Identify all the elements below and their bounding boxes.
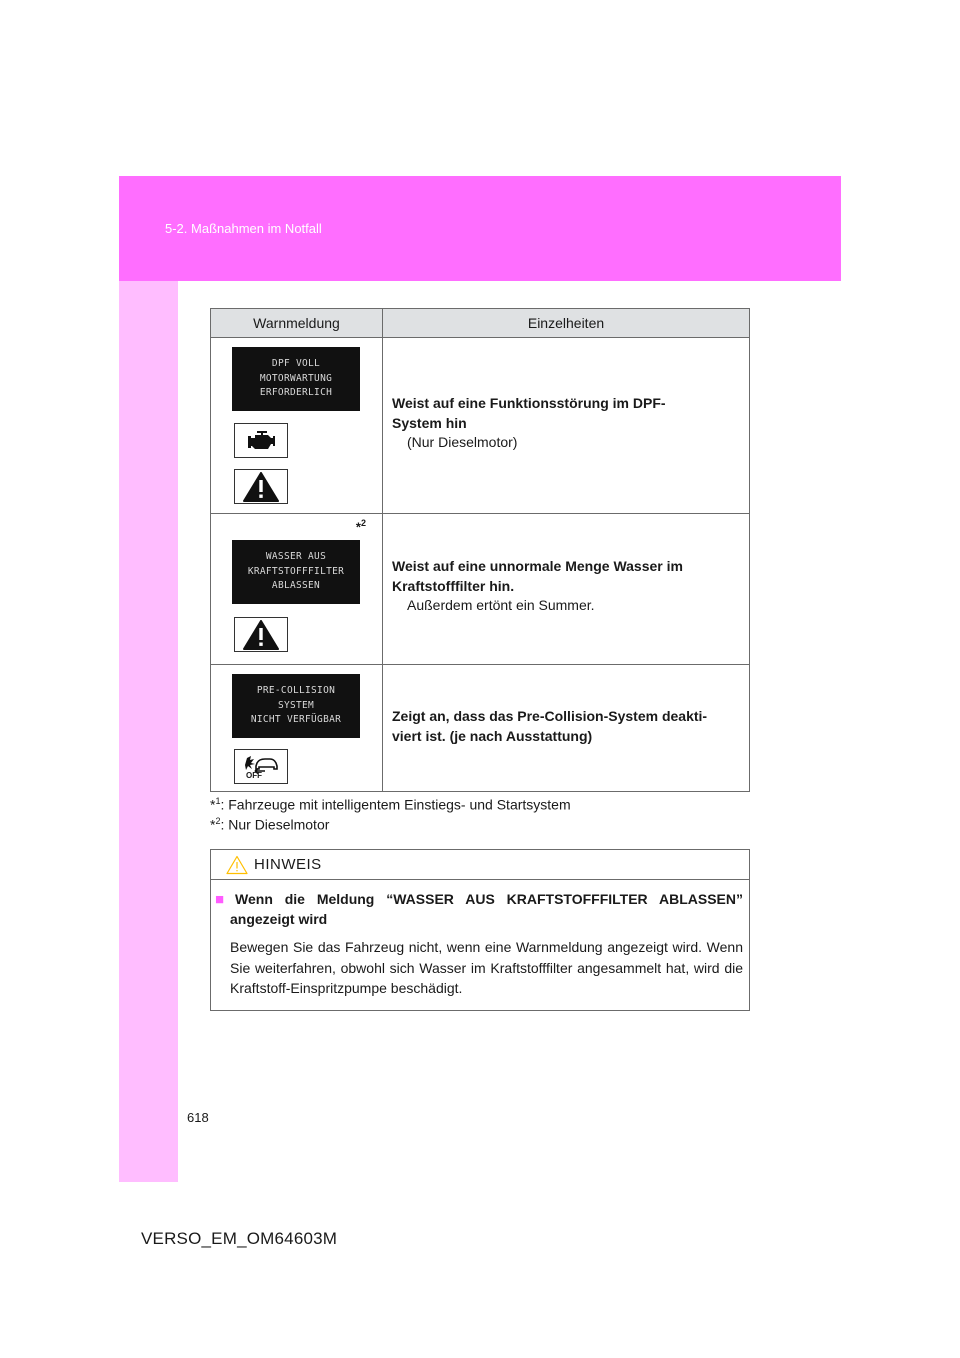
display-line: WASSER AUS [265,551,327,563]
engine-check-icon [234,423,288,458]
description-title-line: System hin [392,414,467,431]
display-line: KRAFTSTOFFFILTER [247,565,345,577]
description-detail: (Nur Dieselmotor) [407,434,518,450]
warning-table [210,308,750,792]
description-detail: Außerdem ertönt ein Summer. [407,597,595,613]
footnote: *$^2$: Nur Dieselmotor [210,816,330,833]
details-cell [383,338,749,513]
display-line: DPF VOLL [271,358,321,370]
warning-triangle-icon [234,469,288,504]
column-header-warning: Warnmeldung [211,309,383,337]
warning-cell [211,338,383,513]
footnote-mark: *$^2$ [355,518,366,535]
section-title: 5-2. Maßnahmen im Notfall [165,221,322,236]
display-message-water [232,540,360,604]
display-line: PRE-COLLISION [256,685,336,697]
table-row [211,338,749,514]
document-code: VERSO_EM_OM64603M [141,1229,338,1248]
warning-cell [211,665,383,791]
display-line: NICHT VERFÜGBAR [250,714,342,726]
notice-subtitle: ■ Wenn die Meldung “WASSER AUS KRAFTSTOFFFILTER ABLASSEN” angezeigt wird [215,891,743,927]
row-description [392,707,739,746]
notice-body [215,890,743,999]
warning-triangle-icon [234,617,288,652]
page-number: 618 [187,1110,209,1125]
display-line: ERFORDERLICH [259,387,333,399]
details-cell [383,665,749,791]
column-header-details: Einzelheiten [527,315,605,331]
display-message-pre-collision [232,674,360,738]
table-row [211,514,749,665]
description-title-line: viert ist. (je nach Ausstattung) [392,727,593,744]
description-title-line: Kraftstofffilter hin. [392,577,515,594]
details-cell [383,514,749,664]
bullet-square-icon: ■ [215,891,233,908]
display-message-dpf [232,347,360,411]
display-line: MOTORWARTUNG [259,372,333,384]
table-header [211,309,749,338]
notice-header [211,850,749,880]
row-description [392,394,739,453]
description-title-line: Weist auf eine unnormale Menge Wasser im [392,558,683,574]
notice-box [210,849,750,1011]
off-label: OFF [246,770,262,780]
row-description [392,557,739,616]
caution-icon [226,855,248,875]
side-band [119,281,178,1182]
display-line: ABLASSEN [271,580,321,592]
footnote: *$^1$: Fahrzeuge mit intelligentem Einstiegs- und Startsystem [210,796,571,813]
pre-collision-off-icon [234,749,288,784]
table-row [211,665,749,791]
notice-text: Bewegen Sie das Fahrzeug nicht, wenn eine Warnmeldung angezeigt wird. Wenn Sie weiterfahren, obwohl sich Wasser im Kraftstofffilter angesammelt hat, wird die Kraftstoff-Einspritzpumpe beschädigt. [230,939,743,996]
display-line: SYSTEM [277,699,315,711]
notice-title: HINWEIS [254,856,322,873]
description-title-line: Zeigt an, dass das Pre-Collision-System deakti- [392,708,708,724]
description-title-line: Weist auf eine Funktionsstörung im DPF- [392,395,666,411]
warning-cell [211,514,383,664]
